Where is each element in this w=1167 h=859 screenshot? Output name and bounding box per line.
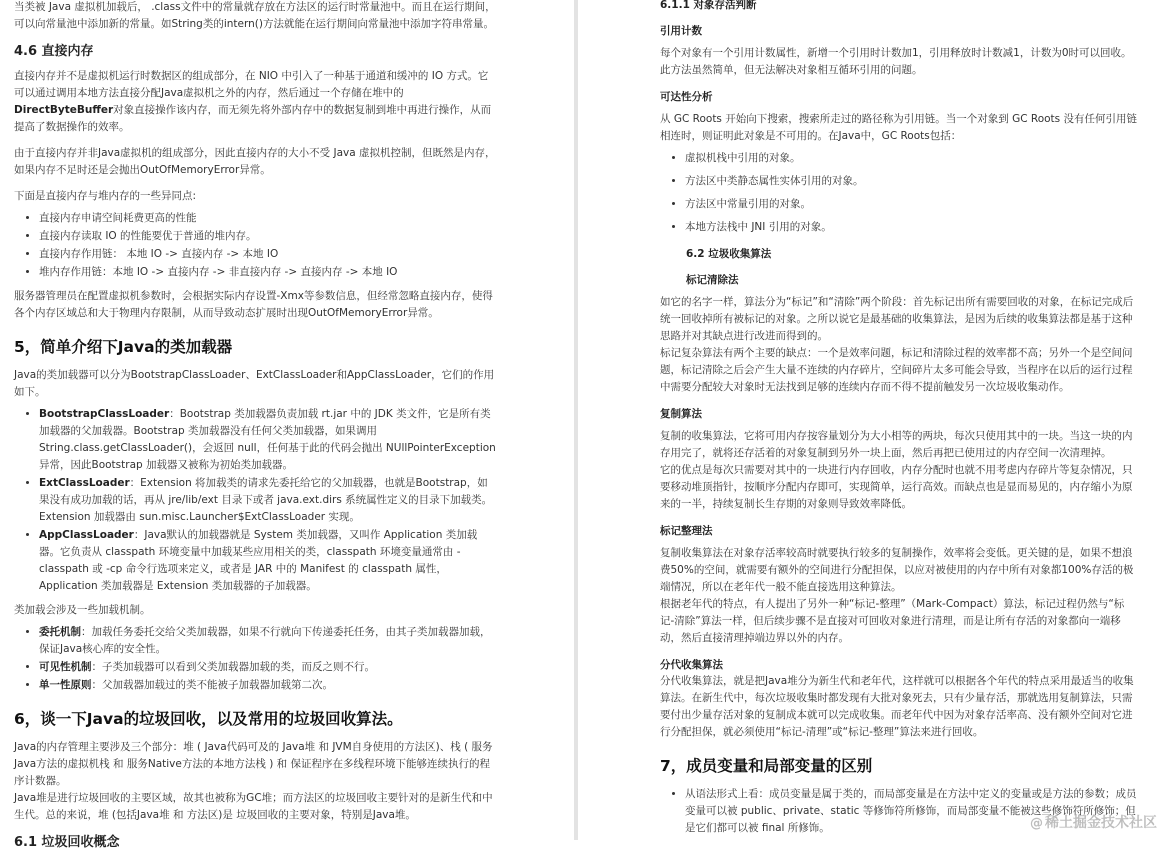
direct-heap-diff-list [14,210,496,281]
copying-heading: 复制算法 [660,408,702,420]
direct-memory-paragraph-2: 由于直接内存并非Java虚拟机的组成部分，因此直接内存的大小不受 Java 虚拟机控制，但既然是内存，如果内存不足时还是会抛出OutOfMemoryError异常。 [14,147,496,176]
gc-concept-heading: 6.1 垃圾回收概念 [14,835,120,850]
intro-paragraph: 当类被 Java 虚拟机加载后， .class文件中的常量就存放在方法区的运行时常量池中。而且在运行期间，可以向常量池中添加新的常量。如String类的intern()方法就能在运行期间向常量池中添加字符串常量。 [14,1,496,30]
mark-sweep-heading: 标记清除法 [686,274,739,286]
list-item: • 从语法形式上看：成员变量是属于类的，而局部变量是在方法中定义的变量或是方法的参数；成员变量可以被 public、private、static 等修饰符所修饰，而局部变量不能被这些修饰符所修饰；但是它们都可以被 final 所修饰。 [685,786,1138,837]
object-alive-heading: 6.1.1 对象存活判断 [660,0,757,11]
right-page [578,0,1167,840]
list-item: • 委托机制：加载任务委托交给父类加载器，如果不行就向下传递委托任务，由其子类加载器加载，保证Java核心库的安全性。 [39,624,496,658]
ref-count-paragraph: 每个对象有一个引用计数属性，新增一个引用时计数加1，引用释放时计数减1，计数为0时可以回收。此方法虽然简单，但无法解决对象相互循环引用的问题。 [660,47,1132,76]
left-page [0,0,574,850]
list-item: • 方法区中类静态属性实体引用的对象。 [685,173,1138,190]
direct-byte-buffer-term: DirectByteBuffer [14,104,114,116]
mark-compact-paragraph-2: 根据老年代的特点，有人提出了另外一种“标记-整理”（Mark-Compact）算法，标记过程仍然与“标记-清除”算法一样，但后续步骤不是直接对可回收对象进行清理，而是让所有存活的对象都向一端移动，然后直接清理掉端边界以外的内存。 [660,598,1125,644]
load-mechanism-list [14,624,496,694]
class-loader-heading: 5，简单介绍下Java的类加载器 [14,338,233,356]
list-item: • 直接内存作用链： 本地 IO -> 直接内存 -> 本地 IO [39,246,496,263]
direct-memory-paragraph-1: 直接内存并不是虚拟机运行时数据区的组成部分，在 NIO 中引入了一种基于通道和缓冲的 IO 方式。它可以通过调用本地方法直接分配Java虚拟机之外的内存，然后通过一个存储在堆中的DirectByteBuffer对象直接操作该内存，而无须先将外部内存中的数据复制到堆中再进行操作，从而提高了数据操作的效率。 [14,70,492,133]
gc-heading: 6，谈一下Java的垃圾回收，以及常用的垃圾回收算法。 [14,710,403,728]
admin-note-paragraph: 服务器管理员在配置虚拟机参数时，会根据实际内存设置-Xmx等参数信息，但经常忽略直接内存，使得各个内存区域总和大于物理内存限制，从而导致动态扩展时出现OutOfMemoryError异常。 [14,290,493,319]
gc-paragraph-2: Java堆是进行垃圾回收的主要区域，故其也被称为GC堆；而方法区的垃圾回收主要针对的是新生代和中生代。总的来说，堆 (包括Java堆 和 方法区)是 垃圾回收的主要对象，特别是Java堆。 [14,792,493,821]
left-column [14,0,496,859]
list-item: • 直接内存读取 IO 的性能要优于普通的堆内存。 [39,228,496,245]
class-loader-list [14,406,496,595]
ref-count-heading: 引用计数 [660,25,702,37]
gc-algorithms-heading: 6.2 垃圾收集算法 [686,248,772,260]
list-item: • 直接内存申请空间耗费更高的性能 [39,210,496,227]
mark-sweep-paragraph-1: 如它的名字一样，算法分为“标记”和“清除”两个阶段：首先标记出所有需要回收的对象，在标记完成后统一回收掉所有被标记的对象。之所以说它是最基础的收集算法，是因为后续的收集算法都是基于这种思路并对其缺点进行改进而得到的。 [660,296,1134,342]
direct-heap-diff-intro: 下面是直接内存与堆内存的一些异同点: [14,190,197,202]
gc-roots-list [660,150,1138,236]
load-mechanism-intro: 类加载会涉及一些加载机制。 [14,604,151,616]
list-item: • 虚拟机栈中引用的对象。 [685,150,1138,167]
list-item: • 可见性机制：子类加载器可以看到父类加载器加载的类，而反之则不行。 [39,659,496,676]
list-item: • 本地方法栈中 JNI 引用的对象。 [685,219,1138,236]
right-column [660,0,1138,844]
reachability-heading: 可达性分析 [660,91,713,103]
watermark: @ 稀土掘金技术社区 [1030,815,1157,831]
class-loader-intro: Java的类加载器可以分为BootstrapClassLoader、ExtClassLoader和AppClassLoader，它们的作用如下。 [14,369,495,398]
generational-paragraph: 分代收集算法，就是把Java堆分为新生代和老年代，这样就可以根据各个年代的特点采用最适当的收集算法。在新生代中，每次垃圾收集时都发现有大批对象死去，只有少量存活，那就选用复制算法，只需要付出少量存活对象的复制成本就可以完成收集。而老年代中因为对象存活率高、没有额外空间对它进行分配担保，就必须使用“标记-清理”或“标记-整理”算法来进行回收。 [660,675,1134,738]
variables-heading: 7，成员变量和局部变量的区别 [660,757,873,775]
list-item: • 单一性原则：父加载器加载过的类不能被子加载器加载第二次。 [39,677,496,694]
list-item: • AppClassLoader：Java默认的加载器就是 System 类加载器，又叫作 Application 类加载器。它负责从 classpath 环境变量中加载某些应用相关的类，classpath 环境变量通常由 -classpath 或 -cp 命令行选项来定义，或者是 JAR 中的 Manifest 的 classpath 属性，Application 类加载器是 Extension 类加载器的子加载器。 [39,527,496,595]
list-item: • BootstrapClassLoader：Bootstrap 类加载器负责加载 rt.jar 中的 JDK 类文件，它是所有类加载器的父加载器。Bootstrap 类加载器没有任何父类加载器，如果调用String.class.getClassLoader()，会返回 null，任何基于此的代码会抛出 NUllPointerException 异常，因此Bootstrap 加载器又被称为初始类加载器。 [39,406,496,474]
mark-compact-paragraph-1: 复制收集算法在对象存活率较高时就要执行较多的复制操作，效率将会变低。更关键的是，如果不想浪费50%的空间，就需要有额外的空间进行分配担保，以应对被使用的内存中所有对象都100%存活的极端情况，所以在老年代一般不能直接选用这种算法。 [660,547,1134,593]
copying-paragraph-1: 复制的收集算法，它将可用内存按容量划分为大小相等的两块，每次只使用其中的一块。当这一块的内存用完了，就将还存活着的对象复制到另外一块上面，然后再把已使用过的内存空间一次清理掉。 [660,430,1133,459]
mark-compact-heading: 标记整理法 [660,525,713,537]
direct-memory-heading: 4.6 直接内存 [14,44,94,59]
list-item: • 方法区中常量引用的对象。 [685,196,1138,213]
mark-sweep-paragraph-2: 标记复杂算法有两个主要的缺点：一个是效率问题，标记和清除过程的效率都不高；另外一个是空间问题，标记清除之后会产生大量不连续的内存碎片，空间碎片太多可能会导致，当程序在以后的运行过程中需要分配较大对象时无法找到足够的连续内存而不得不提前触发另一次垃圾收集动作。 [660,347,1133,393]
list-item: • 堆内存作用链：本地 IO -> 直接内存 -> 非直接内存 -> 直接内存 -> 本地 IO [39,264,496,281]
list-item: • ExtClassLoader：Extension 将加载类的请求先委托给它的父加载器，也就是Bootstrap，如果没有成功加载的话，再从 jre/lib/ext 目录下或者 java.ext.dirs 系统属性定义的目录下加载类。Extension 加载器由 sun.misc.Launcher$ExtClassLoader 实现。 [39,475,496,526]
gc-paragraph-1: Java的内存管理主要涉及三个部分：堆 ( Java代码可及的 Java堆 和 JVM自身使用的方法区)、栈 ( 服务Java方法的虚拟机栈 和 服务Native方法的本地方法栈 ) 和 保证程序在多线程环境下能够连续执行的程序计数器。 [14,741,493,787]
copying-paragraph-2: 它的优点是每次只需要对其中的一块进行内存回收，内存分配时也就不用考虑内存碎片等复杂情况，只要移动堆顶指针，按顺序分配内存即可，实现简单，运行高效。而缺点也是显而易见的，内存缩小为原来的一半，持续复制长生存期的对象则导致效率降低。 [660,464,1133,510]
generational-heading: 分代收集算法 [660,659,723,671]
reachability-paragraph: 从 GC Roots 开始向下搜索，搜索所走过的路径称为引用链。当一个对象到 GC Roots 没有任何引用链相连时，则证明此对象是不可用的。在Java中，GC Roots包括： [660,113,1137,142]
